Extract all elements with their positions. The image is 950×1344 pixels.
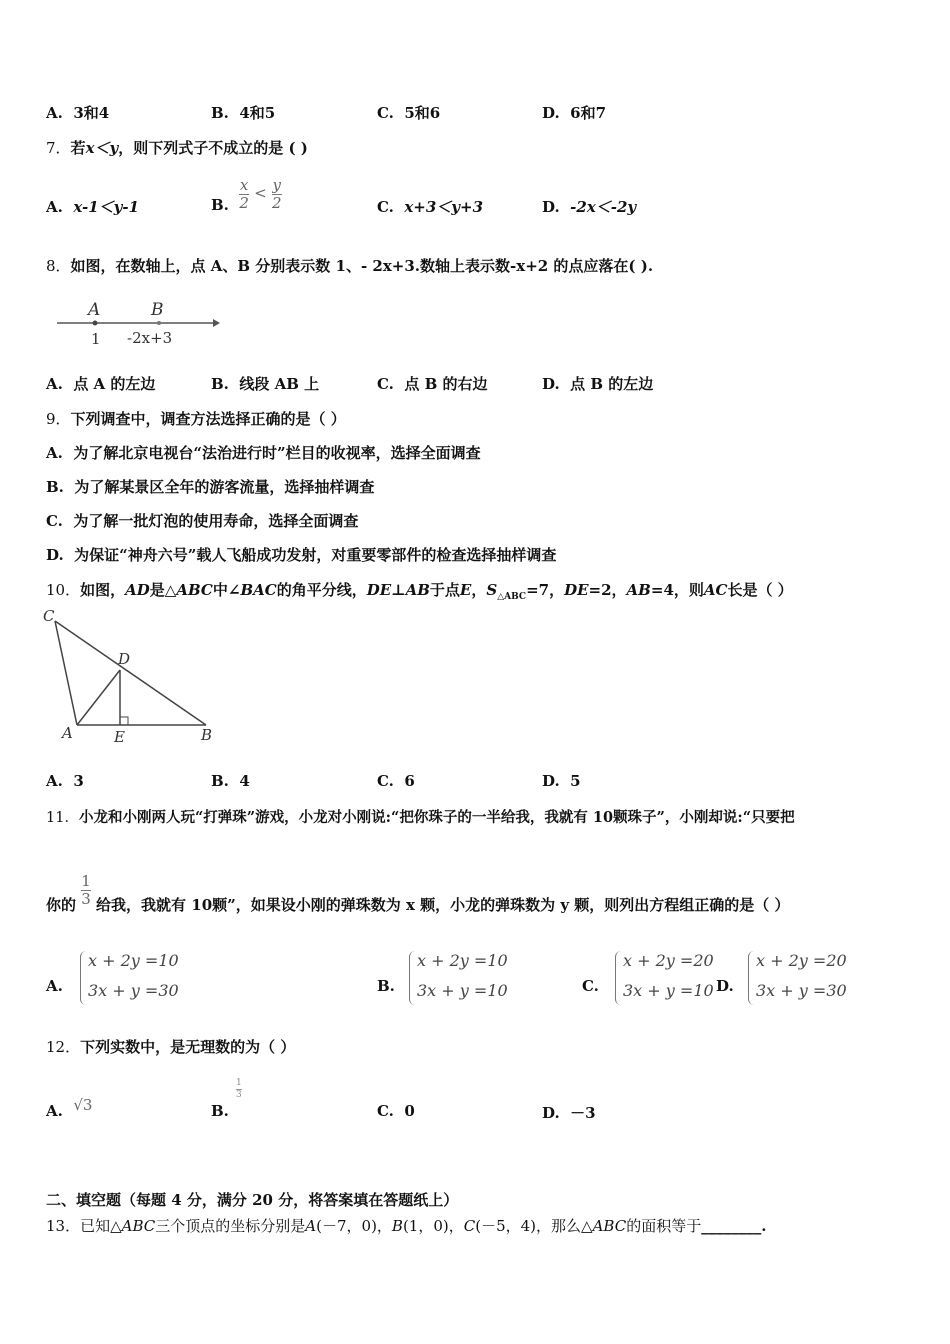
q8-stem: 8．如图，在数轴上，点 A、B 分别表示数 1、- 2x+3.数轴上表示数-x+2 的点应落在( ). xyxy=(46,257,654,275)
q7-option-d: D. -2x＜-2y xyxy=(542,198,637,216)
q10-stem: 10．如图，AD是△ABC中∠BAC的角平分线，DE⊥AB于点E，$S_{\triangle ABC}=7$，DE=2，AB=4，则AC长是（ ） xyxy=(46,581,793,602)
q10-option-c: C. 6 xyxy=(377,772,415,790)
label-e: E xyxy=(114,728,125,746)
q11-option-c-system: x + 2y =20 3x + y =10 xyxy=(615,951,715,1007)
q11-option-c-letter: C. xyxy=(582,977,599,995)
q11-stem-line2: 你的 $\frac{1}{3}$ 给我，我就有 10颗”，如果设小刚的弹珠数为 x 颗，小龙的弹珠数为 y 颗，则列出方程组正确的是（ ） xyxy=(46,872,790,914)
q10-option-d: D. 5 xyxy=(542,772,581,790)
q8-option-c: C. 点 B 的右边 xyxy=(377,375,488,393)
q11-option-d-system: x + 2y =20 3x + y =30 xyxy=(748,951,858,1007)
label-a: A xyxy=(88,300,101,320)
q6-option-b: B. 4和5 xyxy=(211,104,276,122)
brace-icon xyxy=(80,951,87,1005)
label-a: A xyxy=(62,724,73,742)
q12-option-c: C. 0 xyxy=(377,1102,415,1120)
brace-icon xyxy=(615,951,622,1005)
arrow-head-icon xyxy=(213,319,220,327)
q9-option-c: C. 为了解一批灯泡的使用寿命，选择全面调查 xyxy=(46,512,359,530)
q9-option-a: A. 为了解北京电视台“法治进行时”栏目的收视率，选择全面调查 xyxy=(46,444,481,462)
right-angle-mark-icon xyxy=(120,717,128,725)
q8-option-a: A. 点 A 的左边 xyxy=(46,375,156,393)
sqrt3: √3 xyxy=(73,1096,93,1114)
segment-cb xyxy=(55,621,206,725)
q12-option-a: A. √3 xyxy=(46,1096,93,1120)
q11-stem-line1: 11．小龙和小刚两人玩“打弹珠”游戏，小龙对小刚说:“把你珠子的一半给我，我就有 10颗珠子”，小刚却说:“只要把 xyxy=(46,809,795,826)
q11-option-b-system: x + 2y =10 3x + y =10 xyxy=(409,951,519,1007)
label-c: C xyxy=(43,607,55,625)
q7-option-a: A. x-1＜y-1 xyxy=(46,198,140,216)
q12-stem: 12．下列实数中，是无理数的为（ ） xyxy=(46,1038,296,1056)
q12-option-d: D. －3 xyxy=(542,1104,596,1122)
segment-ad xyxy=(77,670,120,725)
point-a xyxy=(93,321,98,326)
q11-option-d-letter: D. xyxy=(716,977,734,995)
q8-option-d: D. 点 B 的左边 xyxy=(542,375,654,393)
q7-option-c: C. x+3＜y+3 xyxy=(377,198,484,216)
answer-blank[interactable]: ________ xyxy=(701,1217,762,1235)
q6-option-d: D. 6和7 xyxy=(542,104,607,122)
q6-option-c: C. 5和6 xyxy=(377,104,441,122)
q7-stem: 7．若x＜y，则下列式子不成立的是 ( ) xyxy=(46,139,308,157)
point-b xyxy=(157,321,161,325)
q9-option-b: B. 为了解某景区全年的游客流量，选择抽样调查 xyxy=(46,478,375,496)
label-b: B xyxy=(201,726,213,744)
q11-option-a-system: x + 2y =10 3x + y =30 xyxy=(80,951,190,1007)
q10-option-a: A. 3 xyxy=(46,772,84,790)
q7-frac-right: $\frac{y}{2}$ xyxy=(271,175,282,212)
q9-stem: 9．下列调查中，调查方法选择正确的是（ ） xyxy=(46,410,346,428)
value-b: -2x+3 xyxy=(127,329,173,347)
value-a: 1 xyxy=(91,330,101,348)
q12-option-b-fraction: 1 3 xyxy=(236,1078,242,1100)
q13-stem: 13．已知△ABC三个顶点的坐标分别是A(－7，0)，B(1，0)，C(－5，4)，那么△ABC的面积等于________. xyxy=(46,1217,767,1235)
q6-option-a: A. 3和4 xyxy=(46,104,110,122)
brace-icon xyxy=(409,951,416,1005)
label-b: B xyxy=(151,300,164,320)
q10-option-b: B. 4 xyxy=(211,772,250,790)
q8-number-line-figure xyxy=(55,298,220,350)
q11-fraction: $\frac{1}{3}$ xyxy=(81,872,91,908)
q12-option-b-letter: B. xyxy=(211,1102,229,1120)
q11-option-b-letter: B. xyxy=(377,977,395,995)
q8-option-b: B. 线段 AB 上 xyxy=(211,375,320,393)
q7-frac-left: $\frac{x}{2}$ xyxy=(239,175,249,212)
brace-icon xyxy=(748,951,755,1005)
q7-option-b: B. $\frac{x}{2}$ < $\frac{y}{2}$ xyxy=(211,175,282,214)
q10-triangle-figure xyxy=(40,604,225,746)
section2-title: 二、填空题（每题 4 分，满分 20 分，将答案填在答题纸上） xyxy=(46,1191,459,1209)
label-d: D xyxy=(118,650,131,668)
q9-option-d: D. 为保证“神舟六号”载人飞船成功发射，对重要零部件的检查选择抽样调查 xyxy=(46,546,557,564)
segment-ca xyxy=(55,621,77,725)
q11-option-a-letter: A. xyxy=(46,977,63,995)
